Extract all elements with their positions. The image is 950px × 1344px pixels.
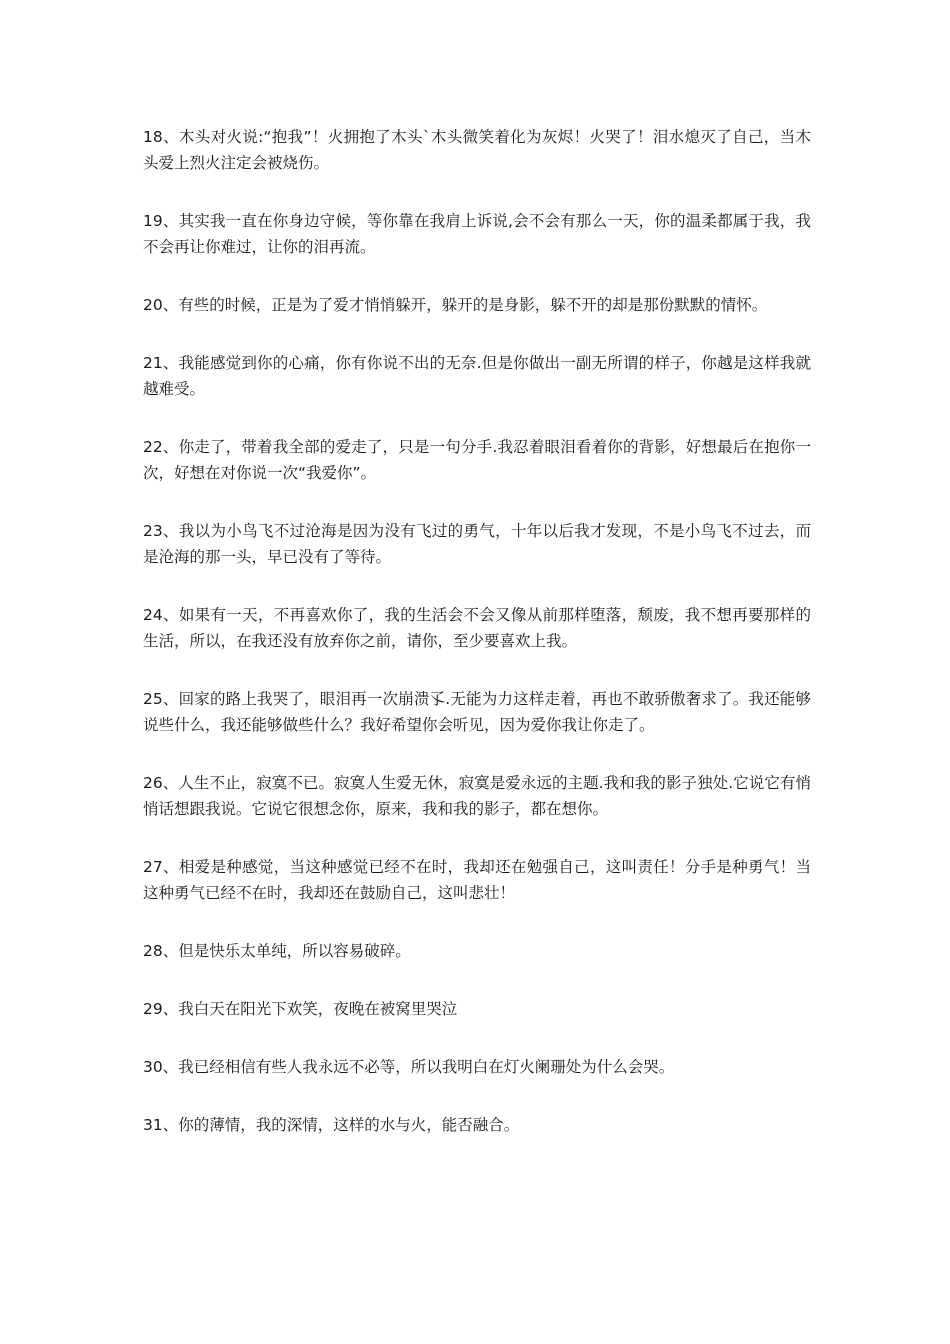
paragraph-20: 20、有些的时候，正是为了爱才悄悄躲开，躲开的是身影，躲不开的却是那份默默的情怀。 <box>143 296 768 314</box>
paragraph-18: 18、木头对火说:“抱我”！火拥抱了木头`木头微笑着化为灰烬！火哭了！泪水熄灭了自己，当木头爱上烈火注定会被烧伤。 <box>143 128 811 172</box>
paragraph-24: 24、如果有一天，不再喜欢你了，我的生活会不会又像从前那样堕落，颓废，我不想再要那样的生活，所以，在我还没有放弃你之前，请你，至少要喜欢上我。 <box>143 606 811 650</box>
paragraph-27: 27、相爱是种感觉，当这种感觉已经不在时，我却还在勉强自己，这叫责任！分手是种勇气！当这种勇气已经不在时，我却还在鼓励自己，这叫悲壮！ <box>143 858 811 902</box>
paragraph-31: 31、你的薄情，我的深情，这样的水与火，能否融合。 <box>143 1116 520 1134</box>
paragraph-26: 26、人生不止，寂寞不已。寂寞人生爱无休，寂寞是爱永远的主题.我和我的影子独处.它说它有悄悄话想跟我说。它说它很想念你，原来，我和我的影子，都在想你。 <box>143 774 811 818</box>
paragraph-21: 21、我能感觉到你的心痛，你有你说不出的无奈.但是你做出一副无所谓的样子，你越是这样我就越难受。 <box>143 354 811 398</box>
paragraph-29: 29、我白天在阳光下欢笑，夜晚在被窝里哭泣 <box>143 1000 458 1018</box>
paragraph-30: 30、我已经相信有些人我永远不必等，所以我明白在灯火阑珊处为什么会哭。 <box>143 1058 675 1076</box>
paragraph-25: 25、回家的路上我哭了，眼泪再一次崩溃孓.无能为力这样走着，再也不敢骄傲奢求了。我还能够说些什么，我还能够做些什么？我好希望你会听见，因为爱你我让你走了。 <box>143 690 811 734</box>
paragraph-23: 23、我以为小鸟飞不过沧海是因为没有飞过的勇气，十年以后我才发现，不是小鸟飞不过去，而是沧海的那一头，早已没有了等待。 <box>143 522 811 566</box>
paragraph-22: 22、你走了，带着我全部的爱走了，只是一句分手.我忍着眼泪看着你的背影，好想最后在抱你一次，好想在对你说一次“我爱你”。 <box>143 438 811 482</box>
paragraph-19: 19、其实我一直在你身边守候，等你靠在我肩上诉说,会不会有那么一天，你的温柔都属于我，我不会再让你难过，让你的泪再流。 <box>143 212 811 256</box>
paragraph-28: 28、但是快乐太单纯，所以容易破碎。 <box>143 942 411 960</box>
document-body <box>143 124 811 1170</box>
